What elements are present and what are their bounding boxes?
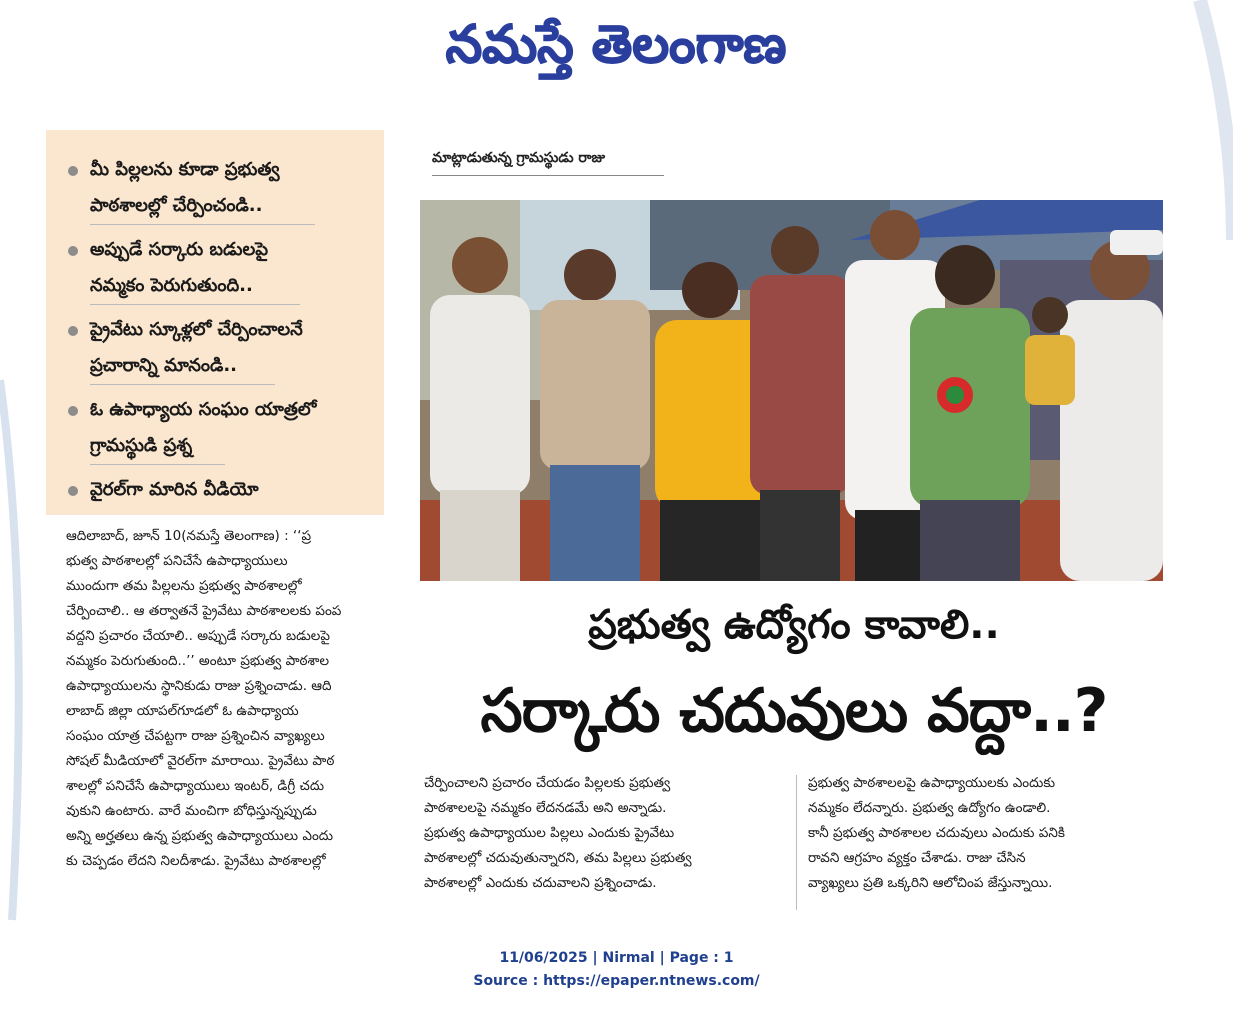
article-line: ముందుగా తమ పిల్లలను ప్రభుత్వ పాఠశాలల్లో [66, 578, 302, 594]
bullet-icon [68, 246, 78, 256]
article-line: వ్యాఖ్యలు ప్రతి ఒక్కరిని ఆలోచింప జేస్తున్నాయి. [808, 875, 1053, 891]
divider [90, 224, 315, 225]
article-line: వద్దని ప్రచారం చేయాలి.. అప్పుడే సర్కారు బడులపై [66, 628, 330, 644]
article-line: చేర్పించాలి.. ఆ తర్వాతనే ప్రైవేటు పాఠశాలలకు పంప [66, 603, 342, 619]
highlights-box [46, 130, 384, 515]
masthead-logo [0, 4, 1233, 84]
highlight-line: మీ పిల్లలను కూడా ప్రభుత్వ [90, 159, 280, 180]
footer-source-link[interactable]: Source : https://epaper.ntnews.com/ [473, 973, 760, 989]
news-photo [420, 200, 1163, 581]
article-line: కానీ ప్రభుత్వ పాఠశాలల చదువులు ఎందుకు పనికి [808, 825, 1065, 841]
article-line: ప్రభుత్వ పాఠశాలలపై ఉపాధ్యాయులకు ఎందుకు [808, 775, 1056, 791]
article-line: శాలల్లో పనిచేసే ఉపాధ్యాయులు ఇంటర్, డిగ్రీ చదు [66, 778, 325, 794]
highlight-line: నమ్మకం పెరుగుతుంది.. [90, 275, 253, 296]
bullet-icon [68, 326, 78, 336]
article-line: కు చెప్పడం లేదని నిలదీశాడు. ప్రైవేటు పాఠశాలల్లో [66, 853, 326, 869]
article-line: పాఠశాలలపై నమ్మకం లేదనడమే అని అన్నాడు. [424, 800, 667, 816]
article-column-left [66, 524, 390, 874]
bullet-icon [68, 406, 78, 416]
highlight-line: ప్రచారాన్ని మానండి.. [90, 355, 238, 376]
caption-underline [432, 175, 664, 176]
article-line: పాఠశాలల్లో చదువుతున్నారని, తమ పిల్లలు ప్రభుత్వ [424, 850, 692, 866]
highlight-line: అప్పుడే సర్కారు బడులపై [90, 239, 269, 260]
article-line: సంఘం యాత్ర చేపట్టగా రాజు ప్రశ్నించిన వ్యాఖ్యలు [66, 728, 325, 744]
bullet-icon [68, 166, 78, 176]
photo-caption: మాట్లాడుతున్న గ్రామస్థుడు రాజు [432, 150, 606, 166]
article-line: ఆదిలాబాద్, జూన్ 10(నమస్తే తెలంగాణ) : ‘‘ప్ర [66, 528, 312, 544]
divider [90, 304, 300, 305]
highlight-line: ప్రైవేటు స్కూళ్లలో చేర్పించాలనే [90, 319, 303, 340]
bullet-icon [68, 486, 78, 496]
highlight-item [68, 472, 368, 508]
article-line: వుకుని ఉంటారు. వారే మంచిగా బోధిస్తున్నప్పుడు [66, 803, 317, 819]
footer-date-line: 11/06/2025 | Nirmal | Page : 1 [499, 950, 734, 966]
article-line: నమ్మకం లేదన్నారు. ప్రభుత్వ ఉద్యోగం ఉండాలి. [808, 800, 1051, 816]
headline-secondary: సర్కారు చదువులు వద్దా..? [480, 676, 1108, 746]
divider [90, 384, 275, 385]
article-line: లాబాద్ జిల్లా యాపల్‌గూడలో ఓ ఉపాధ్యాయ [66, 703, 299, 719]
highlight-line: పాఠశాలల్లో చేర్పించండి.. [90, 195, 263, 216]
article-line: అన్ని అర్హతలు ఉన్న ప్రభుత్వ ఉపాధ్యాయులు ఎందు [66, 828, 333, 844]
article-line: రావని ఆగ్రహం వ్యక్తం చేశాడు. రాజు చేసిన [808, 850, 1026, 866]
highlight-item [68, 312, 368, 385]
column-divider [796, 775, 797, 910]
highlight-line: గ్రామస్థుడి ప్రశ్న [90, 435, 193, 456]
highlight-item [68, 152, 368, 225]
highlight-item [68, 392, 368, 465]
article-line: ఉపాధ్యాయులను స్థానికుడు రాజు ప్రశ్నించాడు. ఆది [66, 678, 332, 694]
article-line: నమ్మకం పెరుగుతుంది..’’ అంటూ ప్రభుత్వ పాఠశాల [66, 653, 330, 669]
article-column-middle [424, 771, 784, 896]
divider [90, 464, 225, 465]
article-line: పాఠశాలల్లో ఎందుకు చదువాలని ప్రశ్నించాడు. [424, 875, 657, 891]
masthead-title: నమస్తే తెలంగాణ [445, 15, 787, 75]
article-line: చేర్పించాలని ప్రచారం చేయడం పిల్లలకు ప్రభుత్వ [424, 775, 671, 791]
headline-primary: ప్రభుత్వ ఉద్యోగం కావాలి.. [588, 602, 1000, 648]
article-line: భుత్వ పాఠశాలల్లో పనిచేసే ఉపాధ్యాయులు [66, 553, 288, 569]
highlight-line: వైరల్‌గా మారిన వీడియో [90, 479, 259, 500]
article-line: ప్రభుత్వ ఉపాధ్యాయుల పిల్లలు ఎందుకు ప్రైవేటు [424, 825, 675, 841]
highlight-line: ఓ ఉపాధ్యాయ సంఘం యాత్రలో [90, 399, 317, 420]
article-column-right [808, 771, 1163, 896]
highlight-item [68, 232, 368, 305]
article-line: సోషల్ మీడియాలో వైరల్‌గా మారాయి. ప్రైవేటు పాఠ [66, 753, 335, 769]
